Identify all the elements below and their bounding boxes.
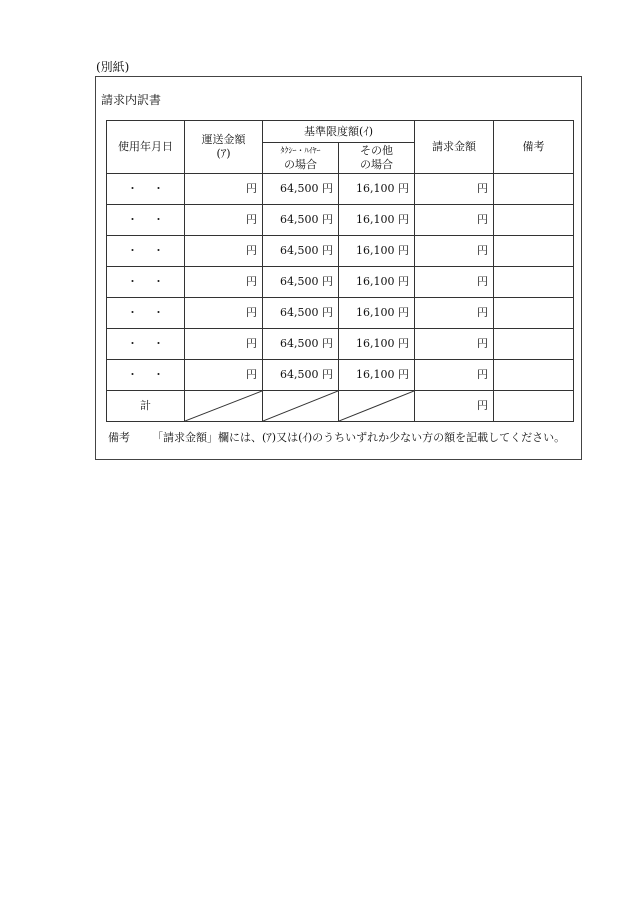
other-limit-cell: 16,100 円: [339, 205, 415, 236]
header-transport-line1: 運送金額: [201, 133, 246, 146]
header-taxi-line2: の場合: [284, 158, 317, 171]
claim-amount-cell[interactable]: 円: [415, 329, 494, 360]
other-limit-cell: 16,100 円: [339, 360, 415, 391]
document-title: 請求内訳書: [101, 93, 162, 107]
header-other-line1: その他: [360, 144, 393, 157]
transport-amount-cell[interactable]: 円: [185, 236, 263, 267]
other-limit-cell: 16,100 円: [339, 329, 415, 360]
date-cell[interactable]: ・ ・: [107, 360, 185, 391]
remarks-cell[interactable]: [494, 298, 574, 329]
total-claim-cell[interactable]: 円: [415, 391, 494, 422]
taxi-limit-cell: 64,500 円: [263, 360, 339, 391]
transport-amount-cell[interactable]: 円: [185, 267, 263, 298]
date-cell[interactable]: ・ ・: [107, 205, 185, 236]
date-cell[interactable]: ・ ・: [107, 298, 185, 329]
remarks-cell[interactable]: [494, 236, 574, 267]
transport-amount-cell[interactable]: 円: [185, 205, 263, 236]
remarks-cell[interactable]: [494, 205, 574, 236]
total-label: 計: [107, 391, 185, 422]
transport-amount-cell[interactable]: 円: [185, 360, 263, 391]
table-row: [107, 174, 574, 205]
header-standard-limit: 基準限度額(ｲ): [263, 121, 415, 143]
footnote: [108, 431, 565, 445]
total-remarks-cell[interactable]: [494, 391, 574, 422]
header-claim-amount: 請求金額: [415, 121, 494, 174]
attachment-label: (別紙): [96, 60, 130, 74]
table-row: [107, 236, 574, 267]
blank-cell-transport: [185, 391, 263, 422]
claim-amount-cell[interactable]: 円: [415, 298, 494, 329]
date-cell[interactable]: ・ ・: [107, 267, 185, 298]
table-row: [107, 267, 574, 298]
taxi-limit-cell: 64,500 円: [263, 329, 339, 360]
remarks-cell[interactable]: [494, 267, 574, 298]
blank-cell-taxi: [263, 391, 339, 422]
total-row: [107, 391, 574, 422]
transport-amount-cell[interactable]: 円: [185, 174, 263, 205]
claim-detail-table: [106, 120, 574, 422]
other-limit-cell: 16,100 円: [339, 174, 415, 205]
remarks-cell[interactable]: [494, 360, 574, 391]
claim-amount-cell[interactable]: 円: [415, 174, 494, 205]
claim-amount-cell[interactable]: 円: [415, 267, 494, 298]
header-transport-amount: [185, 121, 263, 174]
table-row: [107, 329, 574, 360]
remarks-cell[interactable]: [494, 174, 574, 205]
header-other-line2: の場合: [360, 158, 393, 171]
footnote-label: 備考: [108, 431, 130, 444]
other-limit-cell: 16,100 円: [339, 267, 415, 298]
claim-amount-cell[interactable]: 円: [415, 205, 494, 236]
claim-amount-cell[interactable]: 円: [415, 236, 494, 267]
table-row: [107, 205, 574, 236]
table-row: [107, 298, 574, 329]
date-cell[interactable]: ・ ・: [107, 329, 185, 360]
taxi-limit-cell: 64,500 円: [263, 205, 339, 236]
transport-amount-cell[interactable]: 円: [185, 329, 263, 360]
date-cell[interactable]: ・ ・: [107, 236, 185, 267]
header-other: [339, 143, 415, 174]
blank-cell-other: [339, 391, 415, 422]
header-taxi: [263, 143, 339, 174]
claim-amount-cell[interactable]: 円: [415, 360, 494, 391]
remarks-cell[interactable]: [494, 329, 574, 360]
table-row: [107, 360, 574, 391]
header-remarks: 備考: [494, 121, 574, 174]
taxi-limit-cell: 64,500 円: [263, 298, 339, 329]
taxi-limit-cell: 64,500 円: [263, 174, 339, 205]
taxi-limit-cell: 64,500 円: [263, 267, 339, 298]
other-limit-cell: 16,100 円: [339, 298, 415, 329]
footnote-text: 「請求金額」欄には、(ｱ)又は(ｲ)のうちいずれか少ない方の額を記載してください。: [152, 431, 566, 444]
header-transport-line2: (ｱ): [216, 147, 231, 160]
header-date: 使用年月日: [107, 121, 185, 174]
taxi-limit-cell: 64,500 円: [263, 236, 339, 267]
other-limit-cell: 16,100 円: [339, 236, 415, 267]
header-taxi-line1: ﾀｸｼｰ・ﾊｲﾔｰ: [280, 146, 321, 155]
transport-amount-cell[interactable]: 円: [185, 298, 263, 329]
date-cell[interactable]: ・ ・: [107, 174, 185, 205]
